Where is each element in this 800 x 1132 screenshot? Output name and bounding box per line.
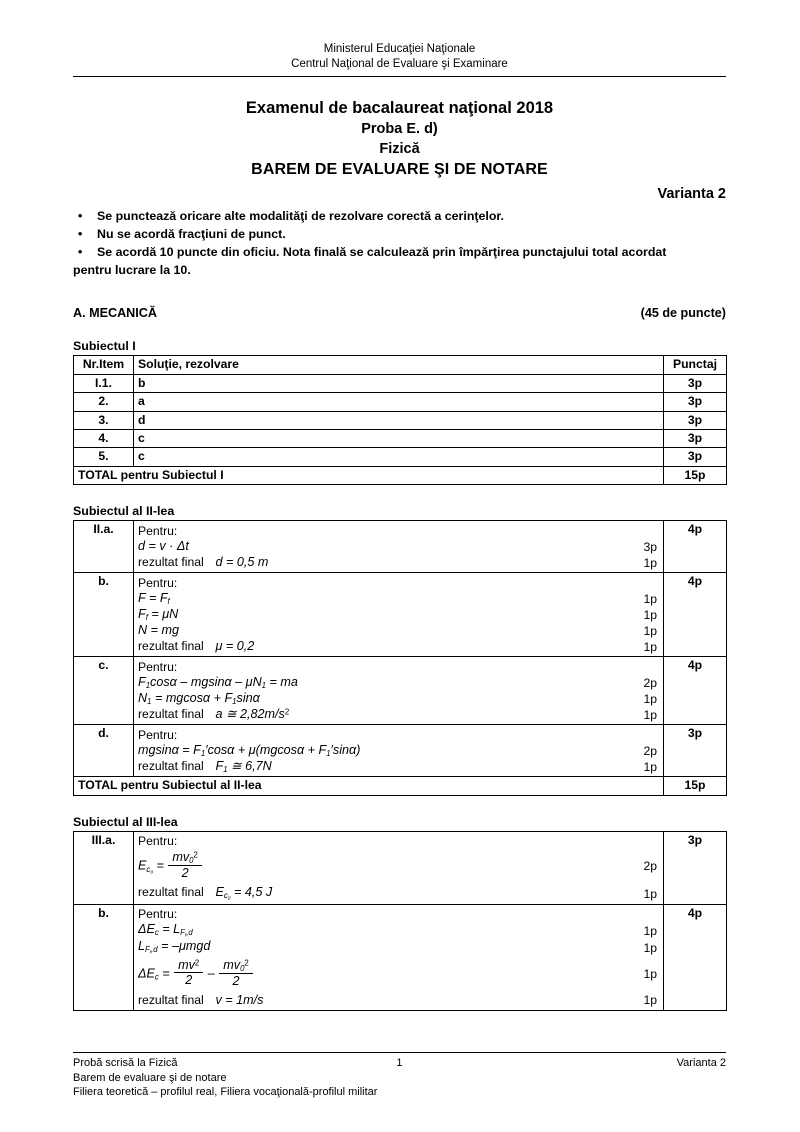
footer-document-type: Barem de evaluare şi de notare (73, 1071, 227, 1084)
row-points: 3p (664, 725, 727, 777)
formula: rezultat final a ≅ $2,82m/s^2$ (138, 707, 290, 722)
formula: $L_{F_f,d} = -\mu mgd$ (138, 938, 211, 956)
table-row (74, 374, 727, 392)
row-points: 3p (664, 411, 727, 429)
solution-line (138, 922, 659, 939)
solution-intro-line (138, 574, 659, 590)
formula: $F = F_f$ (138, 591, 170, 606)
formula: $E_{c_0}$ = $\frac{mv_0^2}{2}$ (138, 851, 629, 881)
grading-note-1 (73, 207, 726, 225)
total-points: 15p (664, 466, 727, 484)
line-points: 1p (643, 639, 657, 654)
line-points: 1p (643, 591, 657, 606)
page-content (73, 42, 726, 1011)
table-row (74, 521, 727, 573)
row-solution (134, 521, 664, 573)
solution-line (138, 622, 659, 638)
row-item: II.a. (74, 521, 134, 573)
bullet-icon: • (78, 209, 83, 224)
row-solution (134, 725, 664, 777)
ministry-name: Ministerul Educaţiei Naţionale (323, 43, 476, 55)
row-points: 3p (664, 448, 727, 466)
solution-intro: Pentru: (138, 727, 178, 742)
footer-profile-line: Filiera teoretică – profilul real, Filiera vocaţională-profilul militar (73, 1086, 378, 1099)
table-row (74, 725, 727, 777)
header-divider (73, 76, 726, 77)
row-points: 4p (664, 573, 727, 657)
line-points: 1p (643, 607, 657, 622)
solution-intro: Pentru: (138, 523, 178, 538)
section-points: (45 de puncte) (640, 306, 726, 321)
row-item: b. (74, 904, 134, 1010)
solution-line (138, 538, 659, 554)
formula: $\Delta E_c = L_{F_f,d}$ (138, 921, 193, 939)
table-row (74, 573, 727, 657)
grading-note-3 (73, 243, 726, 261)
line-points: 1p (643, 759, 657, 774)
solution-line (138, 638, 659, 654)
line-points: 1p (643, 707, 657, 722)
formula: $F_f = \mu N$ (138, 607, 179, 622)
formula: $mgsin\alpha = F_1'\cos\alpha + \mu(mgcos\alpha + F_1'\sin\alpha)$ (138, 743, 361, 758)
solution-line (138, 554, 659, 570)
formula: rezultat final d = 0,5 m (138, 555, 269, 570)
row-solution (134, 573, 664, 657)
row-item: III.a. (74, 831, 134, 904)
row-item: 3. (74, 411, 134, 429)
section-title: A. MECANICĂ (73, 306, 157, 321)
solution-intro: Pentru: (138, 659, 178, 674)
solution-line (138, 849, 659, 885)
row-item: d. (74, 725, 134, 777)
line-points: 1p (643, 555, 657, 570)
row-solution (134, 904, 664, 1010)
grading-notes (73, 207, 726, 279)
row-solution (134, 657, 664, 725)
subject-2-heading: Subiectul al II-lea (73, 504, 175, 519)
table-header-row (74, 356, 727, 374)
page-number: 1 (396, 1057, 403, 1069)
row-points: 3p (664, 374, 727, 392)
row-item: I.1. (74, 374, 134, 392)
subject-1-heading: Subiectul I (73, 339, 136, 354)
formula: rezultat final $E_{c_0} = 4,5$ J (138, 884, 273, 901)
row-solution (134, 831, 664, 904)
row-answer: c (134, 430, 664, 448)
line-points: 3p (643, 539, 657, 554)
solution-line (138, 956, 659, 992)
solution-intro-line (138, 522, 659, 538)
table-total-row (74, 777, 727, 795)
solution-intro-line (138, 906, 659, 922)
subject-1-table (73, 355, 727, 485)
row-item: 2. (74, 393, 134, 411)
formula: rezultat final $F_1$ ≅ 6,7N (138, 759, 272, 774)
row-points: 3p (664, 393, 727, 411)
line-points: 1p (643, 966, 657, 981)
table-row (74, 430, 727, 448)
footer-exam-label: Probă scrisă la Fizică (73, 1057, 178, 1069)
footer-top-row (73, 1056, 726, 1071)
footer-variant: Varianta 2 (676, 1057, 726, 1069)
section-heading-mechanics (73, 306, 726, 320)
line-points: 1p (643, 941, 657, 956)
bullet-icon: • (78, 245, 83, 260)
formula: $N_1 = mgcos\alpha + F_1\sin\alpha$ (138, 691, 260, 706)
row-points: 4p (664, 904, 727, 1010)
line-points: 2p (643, 743, 657, 758)
solution-line (138, 758, 659, 774)
table-total-row (74, 466, 727, 484)
solution-intro: Pentru: (138, 575, 178, 590)
solution-line (138, 885, 659, 902)
subject-3-table (73, 831, 727, 1011)
solution-line (138, 590, 659, 606)
line-points: 1p (643, 887, 657, 902)
formula: rezultat final v = 1m/s (138, 992, 264, 1007)
variant-label: Varianta 2 (657, 186, 726, 203)
page-footer (73, 1052, 726, 1100)
exam-test: Proba E. d) (361, 121, 438, 138)
bullet-icon: • (78, 227, 83, 242)
column-header-item: Nr.Item (74, 356, 134, 374)
evaluation-center-name: Centrul Naţional de Evaluare şi Examinare (291, 57, 508, 70)
table-row (74, 448, 727, 466)
solution-line (138, 690, 659, 706)
row-item: c. (74, 657, 134, 725)
solution-line (138, 992, 659, 1008)
line-points: 1p (643, 924, 657, 939)
row-answer: c (134, 448, 664, 466)
solution-intro: Pentru: (138, 907, 178, 922)
exam-title: Examenul de bacalaureat naţional 2018 (245, 99, 554, 118)
line-points: 2p (643, 675, 657, 690)
table-row (74, 831, 727, 904)
table-row (74, 411, 727, 429)
solution-intro-line (138, 726, 659, 742)
row-answer: d (134, 411, 664, 429)
footer-divider (73, 1052, 726, 1053)
table-row (74, 904, 727, 1010)
formula: N = mg (138, 623, 179, 638)
formula: rezultat final μ = 0,2 (138, 639, 255, 654)
exam-subject: Fizică (379, 140, 420, 157)
row-points: 3p (664, 831, 727, 904)
grading-note-1-text: Se punctează oricare alte modalităţi de rezolvare corectă a cerinţelor. (97, 209, 504, 224)
solution-intro-line (138, 833, 659, 849)
grading-note-3-continuation: pentru lucrare la 10. (73, 263, 191, 278)
formula: $F_1\cos\alpha$ – mgsinα – $\mu N_1$ = ma (138, 675, 298, 690)
solution-intro-line (138, 658, 659, 674)
solution-intro: Pentru: (138, 834, 178, 849)
solution-line (138, 674, 659, 690)
subject-2-table (73, 520, 727, 795)
total-points: 15p (664, 777, 727, 795)
formula: $\Delta E_c$ = $\frac{mv^2}{2}$ – $\frac{mv_0^2}{2}$ (138, 959, 629, 989)
row-answer: a (134, 393, 664, 411)
line-points: 1p (643, 623, 657, 638)
grading-note-2 (73, 225, 726, 243)
solution-line (138, 939, 659, 956)
table-row (74, 393, 727, 411)
grading-note-3-text: Se acordă 10 puncte din oficiu. Nota finală se calculează prin împărţirea punctajului total acordat (97, 245, 667, 260)
document-type-title: BAREM DE EVALUARE ŞI DE NOTARE (251, 161, 548, 179)
grading-note-2-text: Nu se acordă fracţiuni de punct. (97, 227, 286, 242)
row-answer: b (134, 374, 664, 392)
row-item: b. (74, 573, 134, 657)
line-points: 1p (643, 993, 657, 1008)
row-points: 4p (664, 657, 727, 725)
document-header (73, 42, 726, 74)
formula: d = v · Δt (138, 539, 189, 554)
row-points: 4p (664, 521, 727, 573)
solution-line (138, 706, 659, 722)
row-points: 3p (664, 430, 727, 448)
column-header-solution: Soluţie, rezolvare (134, 356, 664, 374)
subject-3-heading: Subiectul al III-lea (73, 814, 178, 829)
title-block (73, 98, 726, 182)
row-item: 5. (74, 448, 134, 466)
column-header-points: Punctaj (664, 356, 727, 374)
solution-line (138, 606, 659, 622)
total-label: TOTAL pentru Subiectul I (74, 466, 664, 484)
table-row (74, 657, 727, 725)
line-points: 1p (643, 691, 657, 706)
line-points: 2p (643, 859, 657, 874)
solution-line (138, 742, 659, 758)
row-item: 4. (74, 430, 134, 448)
total-label: TOTAL pentru Subiectul al II-lea (74, 777, 664, 795)
